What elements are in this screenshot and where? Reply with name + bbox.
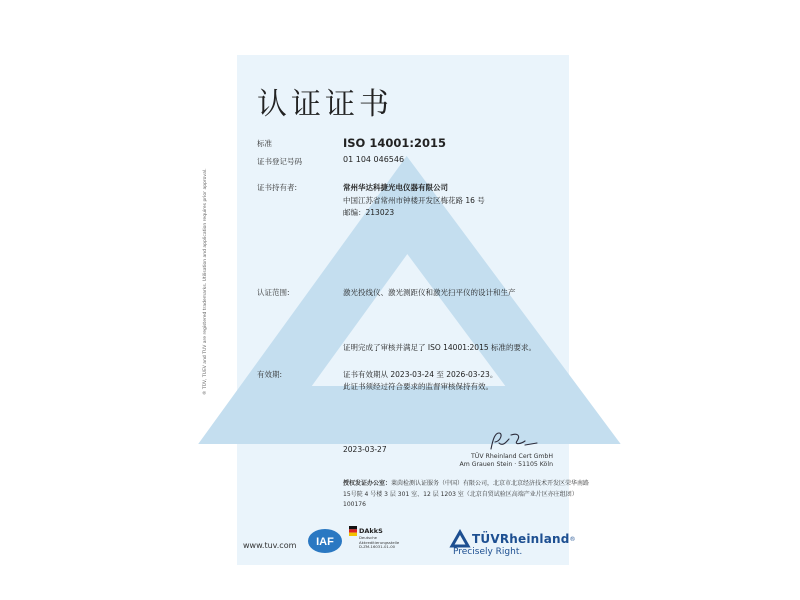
registration-label: 证书登记号码 xyxy=(257,157,302,166)
agent-line-1-label: 授权发证办公室： xyxy=(343,480,392,487)
tuv-rheinland-logo xyxy=(451,531,576,557)
dakks-name: DAkkS xyxy=(359,527,383,535)
iaf-logo-mark xyxy=(307,528,343,554)
scope-value: 激光投线仪、激光测距仪和激光扫平仪的设计和生产 xyxy=(343,288,516,297)
issuer-name: TÜV Rheinland Cert GmbH xyxy=(471,453,553,460)
issuer-address: Am Grauen Stein · 51105 Köln xyxy=(459,461,553,468)
scope-label: 认证范围: xyxy=(257,288,290,297)
standard-label: 标准 xyxy=(257,139,272,148)
tuv-triangle-icon xyxy=(451,531,469,547)
validity-period: 证书有效期从 2023-03-24 至 2026-03-23。 xyxy=(343,370,498,379)
holder-name: 常州华达科捷光电仪器有限公司 xyxy=(343,183,448,192)
tuv-slogan: Precisely Right. xyxy=(453,547,523,557)
agent-line-1-text: 莱茵检测认证服务（中国）有限公司，北京市北京经济技术开发区荣华南路 xyxy=(391,480,590,487)
dakks-flag-icon xyxy=(349,526,357,536)
dakks-sub-3: D-ZM-16031-01-00 xyxy=(359,544,396,549)
tuv-registered-mark: ® xyxy=(569,535,576,543)
certificate-page xyxy=(237,55,590,565)
agent-line-1 xyxy=(343,478,589,487)
holder-postcode: 邮编：213023 xyxy=(343,208,395,217)
validity-label: 有效期: xyxy=(257,370,283,379)
tuv-name: TÜVRheinland xyxy=(472,532,570,546)
agent-postcode: 100176 xyxy=(343,501,366,508)
website-link[interactable]: www.tuv.com xyxy=(243,541,297,550)
iaf-logo-text: IAF xyxy=(316,536,334,548)
iaf-logo xyxy=(307,528,343,558)
validity-condition: 此证书须经过符合要求的监督审核保持有效。 xyxy=(343,382,493,391)
issue-date: 2023-03-27 xyxy=(343,445,387,454)
dakks-sub-2: Akkreditierungsstelle xyxy=(359,539,400,545)
trademark-side-text: ® TÜV, TUEV and TUV are registered trademarks. Utilisation and application requires prior approval. xyxy=(203,168,208,395)
holder-address: 中国江苏省常州市钟楼开发区梅花路 16 号 xyxy=(343,196,485,205)
dakks-logo xyxy=(349,526,399,550)
conformity-statement: 证明完成了审核并满足了 ISO 14001:2015 标准的要求。 xyxy=(343,343,536,352)
certificate-title: 认证证书 xyxy=(257,87,393,122)
registration-value: 01 104 046546 xyxy=(343,155,405,164)
agent-line-2: 15号院 4 号楼 3 层 301 室、12 层 1203 室（北京自贸试验区高端产业片区亦庄组团） xyxy=(343,491,578,498)
holder-label: 证书持有者: xyxy=(257,183,298,192)
standard-value: ISO 14001:2015 xyxy=(343,136,446,150)
dakks-sub-1: Deutsche xyxy=(359,535,377,540)
signature xyxy=(487,429,543,453)
